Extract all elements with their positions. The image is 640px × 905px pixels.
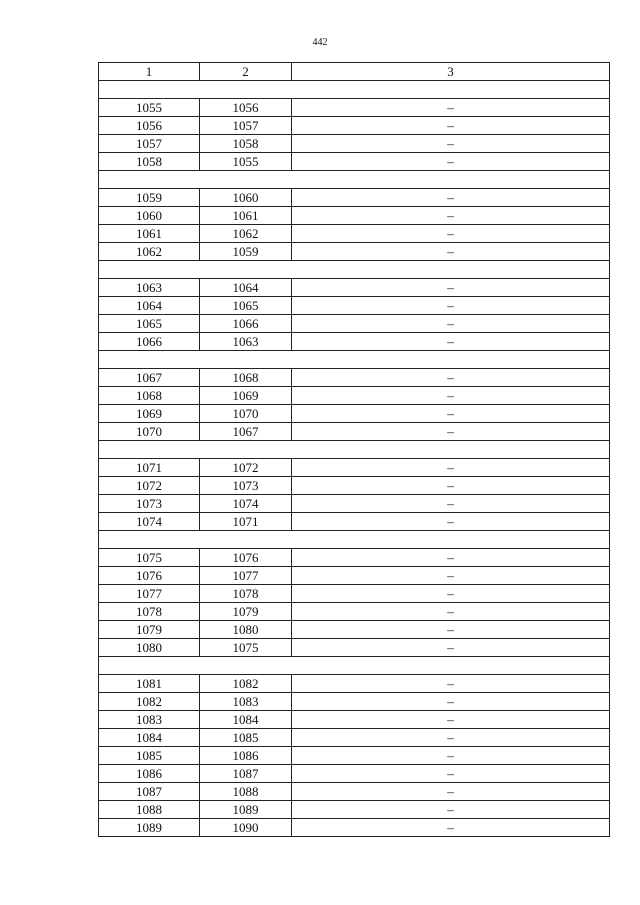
table-cell-col-1: 1082 bbox=[99, 693, 200, 711]
group-separator-cell bbox=[99, 441, 610, 459]
table-cell-col-2: 1068 bbox=[200, 369, 292, 387]
table-cell-col-2: 1063 bbox=[200, 333, 292, 351]
table-row bbox=[99, 333, 610, 351]
table-row bbox=[99, 765, 610, 783]
header-cell-1: 1 bbox=[99, 63, 200, 81]
table-cell-col-3: – bbox=[292, 819, 610, 837]
table-row bbox=[99, 549, 610, 567]
table-cell-col-2: 1087 bbox=[200, 765, 292, 783]
table-row bbox=[99, 729, 610, 747]
table-cell-col-1: 1081 bbox=[99, 675, 200, 693]
group-separator-cell bbox=[99, 261, 610, 279]
table-cell-col-2: 1055 bbox=[200, 153, 292, 171]
table-row bbox=[99, 423, 610, 441]
table-row bbox=[99, 621, 610, 639]
table-cell-col-2: 1088 bbox=[200, 783, 292, 801]
group-separator-row bbox=[99, 441, 610, 459]
table-row bbox=[99, 801, 610, 819]
table-cell-col-2: 1077 bbox=[200, 567, 292, 585]
table-cell-col-2: 1067 bbox=[200, 423, 292, 441]
table-cell-col-2: 1058 bbox=[200, 135, 292, 153]
table-cell-col-2: 1090 bbox=[200, 819, 292, 837]
table-row bbox=[99, 819, 610, 837]
table-cell-col-3: – bbox=[292, 315, 610, 333]
table-cell-col-1: 1074 bbox=[99, 513, 200, 531]
table-cell-col-3: – bbox=[292, 459, 610, 477]
table-cell-col-1: 1078 bbox=[99, 603, 200, 621]
table-cell-col-3: – bbox=[292, 513, 610, 531]
group-separator-cell bbox=[99, 171, 610, 189]
table-body bbox=[99, 63, 610, 837]
table-cell-col-1: 1072 bbox=[99, 477, 200, 495]
group-separator-cell bbox=[99, 81, 610, 99]
table-cell-col-3: – bbox=[292, 801, 610, 819]
table-cell-col-3: – bbox=[292, 621, 610, 639]
table-row bbox=[99, 459, 610, 477]
table-cell-col-3: – bbox=[292, 549, 610, 567]
group-separator-row bbox=[99, 657, 610, 675]
table-cell-col-3: – bbox=[292, 297, 610, 315]
table-cell-col-3: – bbox=[292, 423, 610, 441]
table-cell-col-1: 1083 bbox=[99, 711, 200, 729]
table-cell-col-3: – bbox=[292, 585, 610, 603]
table-cell-col-3: – bbox=[292, 117, 610, 135]
table-cell-col-3: – bbox=[292, 783, 610, 801]
table-cell-col-2: 1084 bbox=[200, 711, 292, 729]
table-cell-col-2: 1064 bbox=[200, 279, 292, 297]
table-cell-col-2: 1069 bbox=[200, 387, 292, 405]
table-cell-col-3: – bbox=[292, 477, 610, 495]
table-row bbox=[99, 297, 610, 315]
table-cell-col-2: 1061 bbox=[200, 207, 292, 225]
table-cell-col-2: 1082 bbox=[200, 675, 292, 693]
table-cell-col-1: 1075 bbox=[99, 549, 200, 567]
table-cell-col-1: 1080 bbox=[99, 639, 200, 657]
table-cell-col-1: 1063 bbox=[99, 279, 200, 297]
table-row bbox=[99, 477, 610, 495]
table-cell-col-3: – bbox=[292, 207, 610, 225]
table-cell-col-3: – bbox=[292, 189, 610, 207]
table-row bbox=[99, 603, 610, 621]
table-row bbox=[99, 495, 610, 513]
table-row bbox=[99, 207, 610, 225]
table-cell-col-1: 1060 bbox=[99, 207, 200, 225]
table-cell-col-2: 1072 bbox=[200, 459, 292, 477]
table-cell-col-1: 1069 bbox=[99, 405, 200, 423]
table-cell-col-1: 1073 bbox=[99, 495, 200, 513]
table-row bbox=[99, 783, 610, 801]
table-cell-col-3: – bbox=[292, 693, 610, 711]
page-number: 442 bbox=[312, 37, 328, 48]
table-cell-col-3: – bbox=[292, 243, 610, 261]
table-cell-col-1: 1056 bbox=[99, 117, 200, 135]
table-cell-col-2: 1079 bbox=[200, 603, 292, 621]
table-cell-col-3: – bbox=[292, 135, 610, 153]
group-separator-cell bbox=[99, 657, 610, 675]
table-cell-col-3: – bbox=[292, 567, 610, 585]
table-cell-col-1: 1070 bbox=[99, 423, 200, 441]
table-cell-col-1: 1079 bbox=[99, 621, 200, 639]
table-cell-col-2: 1062 bbox=[200, 225, 292, 243]
table-cell-col-2: 1080 bbox=[200, 621, 292, 639]
table-cell-col-3: – bbox=[292, 495, 610, 513]
table-cell-col-2: 1086 bbox=[200, 747, 292, 765]
group-separator-row bbox=[99, 81, 610, 99]
group-separator-row bbox=[99, 171, 610, 189]
table-cell-col-2: 1089 bbox=[200, 801, 292, 819]
table-cell-col-2: 1073 bbox=[200, 477, 292, 495]
group-separator-cell bbox=[99, 531, 610, 549]
table-cell-col-3: – bbox=[292, 279, 610, 297]
table-cell-col-1: 1077 bbox=[99, 585, 200, 603]
table-cell-col-3: – bbox=[292, 639, 610, 657]
table-cell-col-2: 1078 bbox=[200, 585, 292, 603]
table-row bbox=[99, 711, 610, 729]
table-cell-col-1: 1085 bbox=[99, 747, 200, 765]
table-row bbox=[99, 405, 610, 423]
header-row bbox=[99, 63, 610, 81]
table-row bbox=[99, 387, 610, 405]
group-separator-cell bbox=[99, 351, 610, 369]
group-separator-row bbox=[99, 351, 610, 369]
table-cell-col-3: – bbox=[292, 405, 610, 423]
table-row bbox=[99, 99, 610, 117]
table-cell-col-2: 1074 bbox=[200, 495, 292, 513]
table-cell-col-3: – bbox=[292, 729, 610, 747]
table-row bbox=[99, 747, 610, 765]
table-cell-col-2: 1070 bbox=[200, 405, 292, 423]
table-cell-col-2: 1057 bbox=[200, 117, 292, 135]
table-cell-col-2: 1071 bbox=[200, 513, 292, 531]
table-cell-col-1: 1062 bbox=[99, 243, 200, 261]
table-cell-col-1: 1065 bbox=[99, 315, 200, 333]
header-cell-3: 3 bbox=[292, 63, 610, 81]
table-cell-col-1: 1076 bbox=[99, 567, 200, 585]
table-cell-col-1: 1071 bbox=[99, 459, 200, 477]
table-cell-col-1: 1067 bbox=[99, 369, 200, 387]
table-cell-col-1: 1089 bbox=[99, 819, 200, 837]
table-cell-col-3: – bbox=[292, 603, 610, 621]
table-cell-col-2: 1060 bbox=[200, 189, 292, 207]
table-row bbox=[99, 117, 610, 135]
table-row bbox=[99, 153, 610, 171]
table-row bbox=[99, 369, 610, 387]
table-row bbox=[99, 567, 610, 585]
table-row bbox=[99, 693, 610, 711]
table-row bbox=[99, 135, 610, 153]
table-cell-col-1: 1057 bbox=[99, 135, 200, 153]
table-cell-col-1: 1066 bbox=[99, 333, 200, 351]
table-row bbox=[99, 513, 610, 531]
table-cell-col-1: 1058 bbox=[99, 153, 200, 171]
table-cell-col-1: 1068 bbox=[99, 387, 200, 405]
table-cell-col-2: 1065 bbox=[200, 297, 292, 315]
table-cell-col-2: 1066 bbox=[200, 315, 292, 333]
table-cell-col-3: – bbox=[292, 765, 610, 783]
table-row bbox=[99, 279, 610, 297]
table-row bbox=[99, 225, 610, 243]
table-cell-col-1: 1086 bbox=[99, 765, 200, 783]
table-cell-col-3: – bbox=[292, 333, 610, 351]
data-table bbox=[98, 62, 610, 837]
table-row bbox=[99, 315, 610, 333]
group-separator-row bbox=[99, 531, 610, 549]
table-row bbox=[99, 639, 610, 657]
table-cell-col-3: – bbox=[292, 369, 610, 387]
table-cell-col-2: 1076 bbox=[200, 549, 292, 567]
table-cell-col-3: – bbox=[292, 99, 610, 117]
table-cell-col-2: 1085 bbox=[200, 729, 292, 747]
table-cell-col-3: – bbox=[292, 675, 610, 693]
table-cell-col-3: – bbox=[292, 747, 610, 765]
table-cell-col-2: 1056 bbox=[200, 99, 292, 117]
header-cell-2: 2 bbox=[200, 63, 292, 81]
table-row bbox=[99, 189, 610, 207]
table-cell-col-2: 1083 bbox=[200, 693, 292, 711]
table-row bbox=[99, 243, 610, 261]
table-cell-col-1: 1061 bbox=[99, 225, 200, 243]
group-separator-row bbox=[99, 261, 610, 279]
table-row bbox=[99, 675, 610, 693]
table-cell-col-1: 1088 bbox=[99, 801, 200, 819]
table-cell-col-3: – bbox=[292, 711, 610, 729]
table-cell-col-1: 1059 bbox=[99, 189, 200, 207]
table-row bbox=[99, 585, 610, 603]
table-cell-col-1: 1087 bbox=[99, 783, 200, 801]
table-cell-col-1: 1055 bbox=[99, 99, 200, 117]
table-cell-col-1: 1084 bbox=[99, 729, 200, 747]
table-cell-col-2: 1059 bbox=[200, 243, 292, 261]
table-cell-col-3: – bbox=[292, 387, 610, 405]
table-cell-col-1: 1064 bbox=[99, 297, 200, 315]
table-cell-col-2: 1075 bbox=[200, 639, 292, 657]
table-cell-col-3: – bbox=[292, 225, 610, 243]
table-cell-col-3: – bbox=[292, 153, 610, 171]
